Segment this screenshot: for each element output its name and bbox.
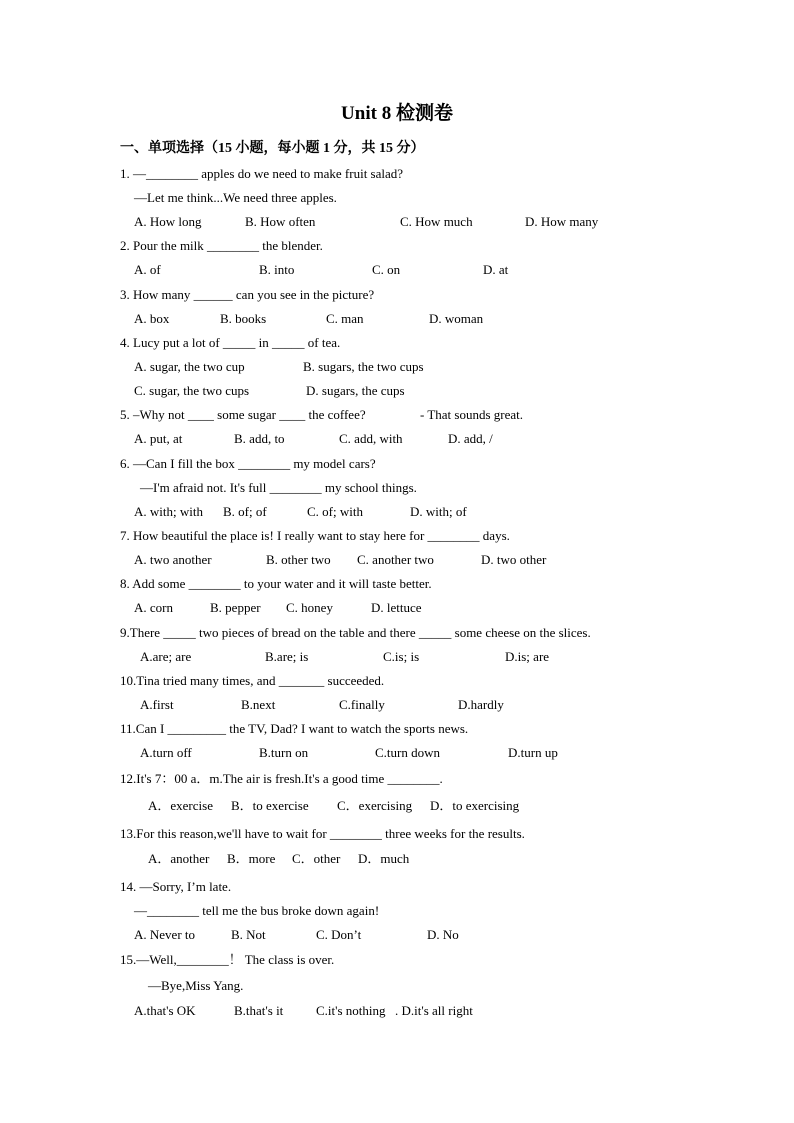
- question-stem: 4. Lucy put a lot of _____ in _____ of tea.: [120, 335, 341, 350]
- answer-option: A. two another: [134, 552, 212, 567]
- answer-option: B. of; of: [223, 504, 267, 519]
- question-stem: 15.—Well,________！ The class is over.: [120, 952, 335, 967]
- answer-option: B. add, to: [234, 431, 285, 446]
- answer-option: A. corn: [134, 600, 173, 615]
- answer-option: D. How many: [525, 214, 599, 229]
- question-stem: 7. How beautiful the place is! I really want to stay here for ________ days.: [120, 528, 510, 543]
- question-line: —I'm afraid not. It's full ________ my school things.: [140, 480, 417, 495]
- question-line: - That sounds great.: [420, 407, 524, 422]
- answer-option: B. Not: [231, 927, 266, 942]
- answer-option: C. Don’t: [316, 927, 362, 942]
- question-stem: 11.Can I _________ the TV, Dad? I want to watch the sports news.: [120, 721, 469, 736]
- answer-option: C.turn down: [375, 745, 440, 760]
- question-line: —________ tell me the bus broke down again!: [134, 903, 380, 918]
- answer-option: D.hardly: [458, 697, 504, 712]
- answer-option: B．more: [227, 851, 276, 866]
- answer-option: D. with; of: [410, 504, 467, 519]
- question-stem: 13.For this reason,we'll have to wait for ________ three weeks for the results.: [120, 826, 525, 841]
- answer-option: B. sugars, the two cups: [303, 359, 424, 374]
- answer-option: D. two other: [481, 552, 547, 567]
- answer-option: B. books: [220, 311, 267, 326]
- answer-option: A.turn off: [140, 745, 192, 760]
- answer-option: C. of; with: [307, 504, 363, 519]
- answer-option: B. How often: [245, 214, 316, 229]
- answer-option: D. sugars, the cups: [306, 383, 405, 398]
- answer-option: C.it's nothing: [316, 1003, 386, 1018]
- question-stem: 10.Tina tried many times, and _______ succeeded.: [120, 673, 385, 688]
- answer-option: A. of: [134, 262, 161, 277]
- answer-option: A．another: [148, 851, 210, 866]
- answer-option: A.first: [140, 697, 174, 712]
- answer-option: B.turn on: [259, 745, 309, 760]
- answer-option: C. another two: [357, 552, 434, 567]
- answer-option: C.finally: [339, 697, 385, 712]
- answer-option: B．to exercise: [231, 798, 309, 813]
- answer-option: B.next: [241, 697, 276, 712]
- answer-option: D．to exercising: [430, 798, 520, 813]
- answer-option: D.is; are: [505, 649, 550, 664]
- answer-option: B.that's it: [234, 1003, 284, 1018]
- answer-option: D. No: [427, 927, 459, 942]
- answer-option: B. pepper: [210, 600, 261, 615]
- question-stem: 8. Add some ________ to your water and it will taste better.: [120, 576, 432, 591]
- answer-option: A．exercise: [148, 798, 213, 813]
- answer-option: B. into: [259, 262, 295, 277]
- question-stem: 12.It's 7：00 a．m.The air is fresh.It's a good time ________.: [120, 771, 443, 786]
- question-line: —Let me think...We need three apples.: [134, 190, 337, 205]
- answer-option: D. woman: [429, 311, 484, 326]
- question-stem: 3. How many ______ can you see in the picture?: [120, 287, 375, 302]
- page-title: Unit 8 检测卷: [341, 103, 453, 124]
- answer-option: C. sugar, the two cups: [134, 383, 250, 398]
- answer-option: A.are; are: [140, 649, 192, 664]
- question-stem: 1. —________ apples do we need to make fruit salad?: [120, 166, 404, 181]
- answer-option: A. put, at: [134, 431, 183, 446]
- answer-option: A. box: [134, 311, 170, 326]
- answer-option: D. at: [483, 262, 509, 277]
- answer-option: A. How long: [134, 214, 202, 229]
- answer-option: D. lettuce: [371, 600, 422, 615]
- answer-option: D.turn up: [508, 745, 558, 760]
- answer-option: A.that's OK: [134, 1003, 196, 1018]
- answer-option: B. other two: [266, 552, 331, 567]
- answer-option: C. add, with: [339, 431, 403, 446]
- section-heading: 一、单项选择（15 小题，每小题 1 分，共 15 分）: [120, 141, 425, 156]
- answer-option: C. honey: [286, 600, 333, 615]
- answer-option: A. Never to: [134, 927, 196, 942]
- answer-option: B.are; is: [265, 649, 309, 664]
- question-stem: 14. —Sorry, I’m late.: [120, 879, 232, 894]
- question-stem: 9.There _____ two pieces of bread on the table and there _____ some cheese on the slices.: [120, 625, 591, 640]
- question-line: —Bye,Miss Yang.: [148, 978, 244, 993]
- question-stem: 2. Pour the milk ________ the blender.: [120, 238, 323, 253]
- answer-option: C. on: [372, 262, 401, 277]
- answer-option: A. sugar, the two cup: [134, 359, 245, 374]
- answer-option: A. with; with: [134, 504, 203, 519]
- answer-option: C. man: [326, 311, 364, 326]
- question-stem: 5. –Why not ____ some sugar ____ the coffee?: [120, 407, 366, 422]
- question-stem: 6. —Can I fill the box ________ my model cars?: [120, 456, 376, 471]
- answer-option: . D.it's all right: [395, 1003, 473, 1018]
- answer-option: C．exercising: [337, 798, 413, 813]
- answer-option: C.is; is: [383, 649, 420, 664]
- answer-option: C. How much: [400, 214, 473, 229]
- answer-option: D．much: [358, 851, 410, 866]
- answer-option: C．other: [292, 851, 341, 866]
- answer-option: D. add, /: [448, 431, 493, 446]
